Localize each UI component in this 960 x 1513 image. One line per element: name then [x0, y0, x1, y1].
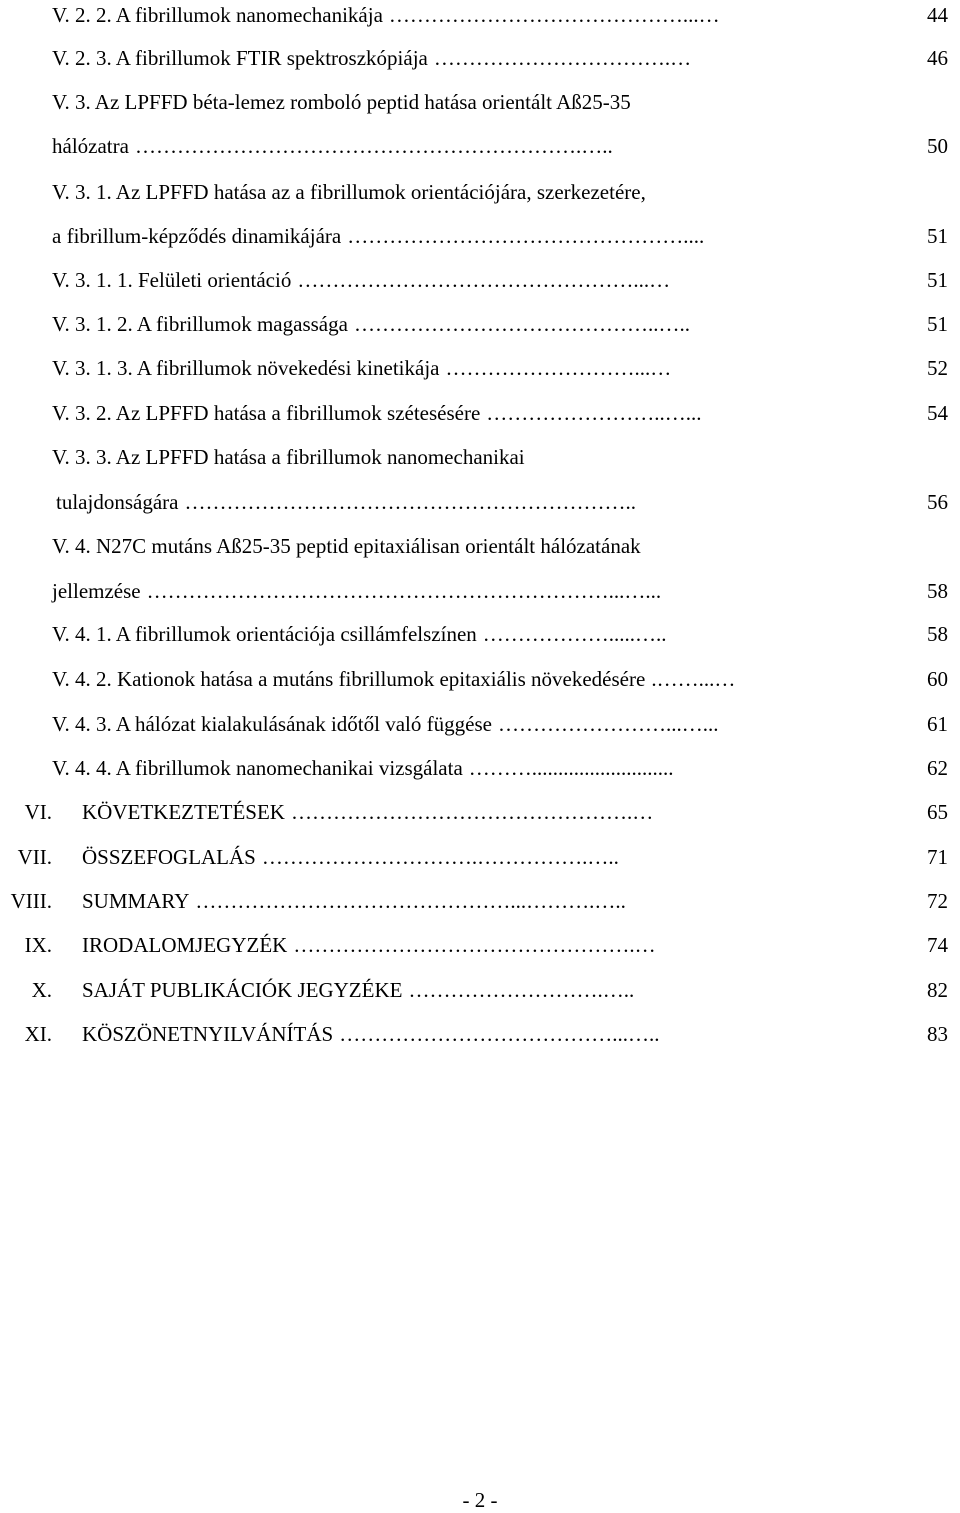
toc-entry-v-4-cont[interactable] — [52, 578, 948, 604]
toc-entry-title: V. 3. Az LPFFD béta-lemez romboló peptid hatása orientált Aß25-35 — [52, 90, 631, 114]
toc-roman-numeral: IX. — [24, 933, 52, 957]
toc-leader: ………………………………………….... — [347, 224, 705, 248]
toc-entry-v-3-2[interactable] — [52, 400, 948, 426]
toc-entry-v-3-1-2[interactable] — [52, 311, 948, 337]
toc-page-number: 56 — [927, 490, 948, 514]
toc-leader: ……………….....….. — [482, 622, 667, 646]
toc-page-number: 52 — [927, 356, 948, 380]
toc-entry-v-3-1[interactable] — [52, 179, 948, 205]
toc-leader: ……………………………………………………….….. — [134, 134, 613, 158]
toc-entry-title: V. 3. 2. Az LPFFD hatása a fibrillumok szétesésére — [52, 401, 481, 425]
toc-leader: ……………………...…... — [497, 712, 719, 736]
toc-entry-v-4-3[interactable] — [52, 711, 948, 737]
toc-leader: ……………………….….. — [408, 978, 635, 1002]
toc-page-number: 82 — [927, 978, 948, 1002]
toc-entry-title: V. 3. 1. Az LPFFD hatása az a fibrillumok orientációjára, szerkezetére, — [52, 180, 646, 204]
toc-page-number: 83 — [927, 1022, 948, 1046]
toc-entry-title: V. 3. 1. 2. A fibrillumok magassága — [52, 312, 348, 336]
toc-entry-title: V. 3. 1. 3. A fibrillumok növekedési kinetikája — [52, 356, 440, 380]
toc-entry-title: SAJÁT PUBLIKÁCIÓK JEGYZÉKE — [82, 978, 403, 1002]
toc-leader: …………………………….… — [433, 46, 692, 70]
toc-entry-viii[interactable] — [82, 888, 948, 914]
toc-page-number: 60 — [927, 667, 948, 691]
toc-entry-title: V. 2. 2. A fibrillumok nanomechanikája — [52, 3, 383, 27]
toc-entry-v-2-2[interactable] — [52, 2, 948, 28]
toc-leader: ……………………..…... — [486, 401, 702, 425]
toc-leader: …………………………………...….. — [339, 1022, 660, 1046]
toc-entry-v-3-1-cont[interactable] — [52, 223, 948, 249]
toc-entry-title: KÖSZÖNETNYILVÁNÍTÁS — [82, 1022, 334, 1046]
toc-page-number: 51 — [927, 312, 948, 336]
toc-leader: .……...… — [651, 667, 736, 691]
toc-entry-title: ÖSSZEFOGLALÁS — [82, 845, 256, 869]
toc-leader: ……………………………………………………….. — [184, 490, 636, 514]
toc-page-number: 54 — [927, 401, 948, 425]
toc-page-number: 58 — [927, 622, 948, 646]
toc-entry-v-3-1-3[interactable] — [52, 355, 948, 381]
toc-leader: …………………………………………...… — [297, 268, 671, 292]
toc-entry-v-2-3[interactable] — [52, 45, 948, 71]
toc-entry-title: V. 4. 4. A fibrillumok nanomechanikai vizsgálata — [52, 756, 463, 780]
toc-page-number: 74 — [927, 933, 948, 957]
toc-page-number: 51 — [927, 268, 948, 292]
toc-entry-vi[interactable] — [82, 799, 948, 825]
toc-entry-title: IRODALOMJEGYZÉK — [82, 933, 288, 957]
toc-entry-title: hálózatra — [52, 134, 129, 158]
toc-leader: ………………………………………….… — [293, 933, 656, 957]
toc-entry-v-3-cont[interactable] — [52, 133, 948, 159]
toc-entry-title: V. 2. 3. A fibrillumok FTIR spektroszkópiája — [52, 46, 428, 70]
toc-entry-ix[interactable] — [82, 932, 948, 958]
toc-roman-numeral: X. — [31, 978, 52, 1002]
toc-roman-numeral: XI. — [24, 1022, 52, 1046]
toc-entry-v-3[interactable] — [52, 89, 948, 115]
toc-page-number: 72 — [927, 889, 948, 913]
toc-roman-numeral: VI. — [24, 800, 52, 824]
toc-page-number: 51 — [927, 224, 948, 248]
toc-entry-v-3-3[interactable] — [52, 444, 948, 470]
toc-page-number: 71 — [927, 845, 948, 869]
toc-entry-title: V. 4. 2. Kationok hatása a mutáns fibrillumok epitaxiális növekedésére — [52, 667, 646, 691]
toc-roman-numeral: VII. — [17, 845, 52, 869]
page-number: - 2 - — [462, 1488, 498, 1512]
toc-leader: ………………………………………….… — [290, 800, 654, 824]
toc-entry-title: KÖVETKEZTETÉSEK — [82, 800, 285, 824]
toc-page-number: 46 — [927, 46, 948, 70]
toc-page-number: 50 — [927, 134, 948, 158]
toc-entry-title: V. 3. 3. Az LPFFD hatása a fibrillumok nanomechanikai — [52, 445, 525, 469]
toc-entry-title: tulajdonságára — [56, 490, 179, 514]
toc-leader: ………………………...… — [445, 356, 672, 380]
toc-leader: ……………………………………...… — [388, 3, 720, 27]
toc-entry-v-4[interactable] — [52, 533, 948, 559]
toc-page-number: 62 — [927, 756, 948, 780]
toc-entry-title: SUMMARY — [82, 889, 190, 913]
toc-entry-v-3-3-cont[interactable] — [56, 489, 948, 515]
toc-leader: ………………………………………...……….….. — [195, 889, 626, 913]
toc-page-number: 58 — [927, 579, 948, 603]
toc-entry-xi[interactable] — [82, 1021, 948, 1047]
toc-entry-title: V. 3. 1. 1. Felületi orientáció — [52, 268, 292, 292]
toc-page-number: 61 — [927, 712, 948, 736]
toc-entry-title: V. 4. N27C mutáns Aß25-35 peptid epitaxiálisan orientált hálózatának — [52, 534, 641, 558]
toc-entry-title: jellemzése — [52, 579, 141, 603]
toc-entry-v-4-1[interactable] — [52, 621, 948, 647]
toc-leader: …………………………………………………………...…... — [146, 579, 662, 603]
toc-entry-v-4-4[interactable] — [52, 755, 948, 781]
toc-page-number: 65 — [927, 800, 948, 824]
toc-entry-title: V. 4. 3. A hálózat kialakulásának időtől való függése — [52, 712, 492, 736]
toc-entry-vii[interactable] — [82, 844, 948, 870]
toc-entry-title: V. 4. 1. A fibrillumok orientációja csillámfelszínen — [52, 622, 477, 646]
toc-entry-v-4-2[interactable] — [52, 666, 948, 692]
toc-page-number: 44 — [927, 3, 948, 27]
toc-leader: ……………………………………..….. — [353, 312, 690, 336]
toc-entry-x[interactable] — [82, 977, 948, 1003]
toc-entry-v-3-1-1[interactable] — [52, 267, 948, 293]
toc-roman-numeral: VIII. — [10, 889, 52, 913]
toc-leader: ………………………….…………….….. — [261, 845, 619, 869]
toc-leader: ………........................... — [468, 756, 674, 780]
toc-entry-title: a fibrillum-képződés dinamikájára — [52, 224, 342, 248]
